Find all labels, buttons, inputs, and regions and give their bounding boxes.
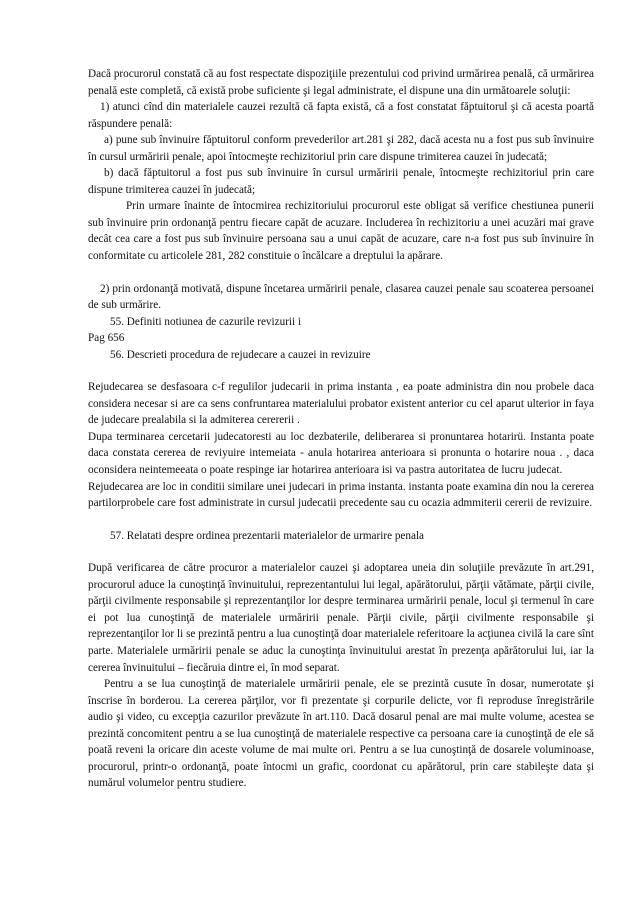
paragraph-rejudecare-conditions: Rejudecarea are loc in conditii similare unei judecari in prima instanta. instanta poate examina din nou la cererea partilorprobele care fost administrate in cursul judecatii precedente sau cu ocazia admmiterii cererii de revizuire. — [88, 480, 594, 510]
paragraph-solution-1b: b) dacă făptuitorul a fost pus sub învinuire în cursul urmăririi penale, întocmeşte rechizitoriul prin care dispune trimiterea cauzei în judecată; — [88, 167, 594, 196]
document-page — [88, 66, 594, 792]
paragraph-prosecutor-solutions: Dacă procurorul constată că au fost respectate dispoziţiile prezentului cod privind urmărirea penală, că urmărirea penală este completă, că există probe suficiente şi legal administrate, el dispune una din următoarele soluţii: — [88, 68, 594, 97]
paragraph-solution-2: 2) prin ordonanţă motivată, dispune încetarea urmăririi penale, clasarea cauzei penale sau scoaterea persoanei de sub urmărire. — [88, 282, 594, 312]
paragraph-materials-study: Pentru a se lua cunoştinţă de materialele urmăririi penale, ele se prezintă cusute în dosar, numerotate şi înscrise în borderou. La cererea părţilor, vor fi prezentate şi corpurile delicte, vor fi reproduse înregistrările audio şi video, cu excepţia cazurilor prevăzute în art.110. Dacă dosarul penal are mai multe volume, acestea se prezintă concomitent pentru a se lua cunoştinţă de materialele respective ca persoana care ia cunoştinţă de ele să poată reveni la oricare din aceste volume de mai multe ori. Pentru a se lua cunoştinţă de dosarele voluminoase, procurorul, printr-o ordonanţă, poate întocmi un grafic, coordonat cu apărătorul, prin care stabileşte data şi numărul volumelor pentru studiere. — [88, 678, 594, 790]
page-reference: Pag 656 — [88, 332, 125, 345]
paragraph-after-trial: Dupa terminarea cercetarii judecatoresti au loc dezbaterile, deliberarea si pronuntarea hotarirü. Instanta poate daca constata cererea de reviyuire intemeiata - anula hotarirea anterioara si pronunta o hotarire noua . , daca oconsidera neintemeeata o poate respinge iar hotarirea anterioara isi va pastra autoritatea de lucru judecat. — [88, 430, 594, 477]
paragraph-solution-1: 1) atunci cînd din materialele cauzei rezultă că fapta există, că a fost constatat făptuitorul şi că acesta poartă răspundere penală: — [88, 101, 594, 130]
paragraph-materials-presentation: După verificarea de către procuror a materialelor cauzei şi adoptarea uneia din soluţiile prevăzute în art.291, procurorul aduce la cunoştinţă învinuitului, reprezentantului lui legal, apărătorului, părţii vătămate, părţii civile, părţii civilmente responsabile şi reprezentanţilor lor despre terminarea urmăririi penale, locul şi termenul în care ei pot lua cunoştinţă de materialele urmăririi penale. Părţii civile, părţii civilmente responsabile şi reprezentanţilor lor li se prezintă pentru a lua cunoştinţă doar materialele referitoare la acţiunea civilă la care sînt parte. Materialele urmăririi penale se aduc la cunoştinţa învinuitului arestat în prezenţa apărătorului lui, iar la cererea învinuitului – fiecăruia dintre ei, în mod separat. — [88, 562, 594, 674]
question-57-heading: 57. Relatati despre ordinea prezentarii materialelor de urmarire penala — [110, 529, 425, 542]
paragraph-solution-1a: a) pune sub învinuire făptuitorul conform prevederilor art.281 şi 282, dacă acesta nu a fost pus sub învinuire în cursul urmăririi penale, apoi întocmeşte rechizitoriul prin care dispune trimiterea cauzei în judecată; — [88, 134, 594, 163]
question-55-heading: 55. Definiti notiunea de cazurile revizurii i — [110, 315, 302, 328]
paragraph-indictment-check: Prin urmare înainte de întocmirea rechizitoriului procurorul este obligat să verifice chestiunea punerii sub învinuire prin ordonanţă pentru fiecare capăt de acuzare. Includerea în rechizitoriu a unei acuzări mai grave decât cea care a fost pus sub învinuire persoana sau a unui capăt de acuzare, care n-a fost pus sub învinuire în conformitate cu articolele 281, 282 constituie o încălcare a dreptului la apărare. — [88, 200, 594, 263]
question-56-heading: 56. Descrieti procedura de rejudecare a cauzei in revizuire — [110, 348, 371, 361]
paragraph-rejudecare-rules: Rejudecarea se desfasoara c-f regulilor judecarii in prima instanta , ea poate administra din nou probele daca considera necesar si are ca sens confruntarea materialului probator existent anterior cu cel aparut ulterior in faya de judecare prealabila si la admiterea cerererii . — [88, 381, 594, 427]
